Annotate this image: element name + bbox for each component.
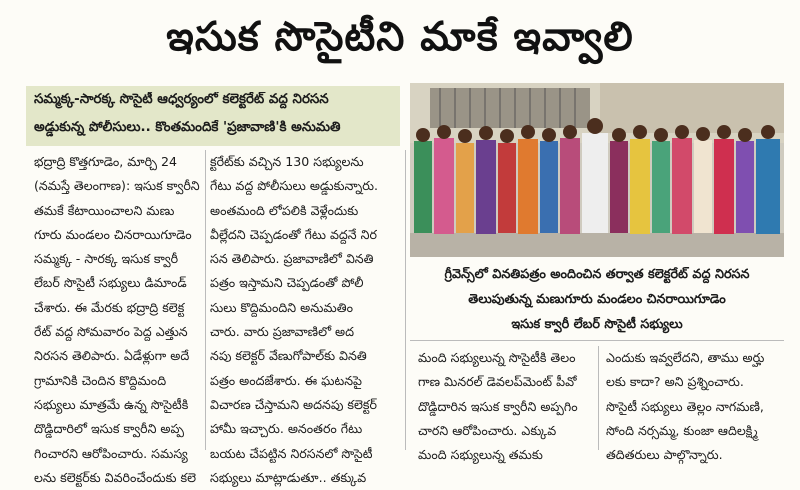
article-line: లను కలెక్టర్‌కు వివరించేందుకు కలె bbox=[34, 469, 197, 485]
article-line: దొడ్డిదారిలో ఇసుక క్వారీని అప్ప bbox=[34, 421, 185, 437]
article-column-4 bbox=[606, 346, 786, 467]
article-line: దొడ్డిదారిన ఇసుక క్వారీని అప్పగిం bbox=[418, 398, 578, 414]
article-line: మంది సభ్యులున్న తమకు bbox=[418, 447, 543, 463]
article-line: గూరు మండలం చినరాయిగూడెం bbox=[34, 226, 192, 242]
article-line: రేట్ వద్ద సోమవారం పెద్ద ఎత్తున bbox=[34, 324, 188, 340]
article-line: బయట చేపట్టిన నిరసనలో సొసైటీ bbox=[210, 445, 373, 461]
article-line: గేటు వద్ద పోలీసులు అడ్డుకున్నారు. bbox=[210, 178, 379, 194]
subheading-1: సమ్మక్క-సారక్క సొసైటీ ఆధ్వర్యంలో కలెక్టరేట్ వద్ద నిరసన bbox=[34, 92, 329, 107]
column-divider bbox=[405, 150, 406, 450]
caption-divider bbox=[410, 340, 784, 341]
article-line: ఎందుకు ఇవ్వలేదని, తాము అర్హు bbox=[606, 350, 765, 365]
article-column-2 bbox=[210, 150, 400, 490]
article-line: పత్రం ఇస్తామని చెప్పడంతో పోలీ bbox=[210, 275, 364, 291]
article-line: సమ్మక్క - సారక్క ఇసుక క్వారీ bbox=[34, 251, 179, 267]
news-photo bbox=[410, 83, 784, 257]
caption-line: గ్రీవెన్స్‌లో వినతిపత్రం అందించిన తర్వాత కలెక్టరేట్ వద్ద నిరసన bbox=[444, 267, 750, 282]
article-line: హామీ ఇచ్చారు. అనంతరం గేటు bbox=[210, 421, 363, 437]
article-line: భద్రాద్రి కొత్తగూడెం, మార్చి 24 bbox=[34, 154, 177, 169]
article-column-3 bbox=[418, 346, 590, 467]
column-divider bbox=[598, 346, 599, 450]
article-line: వీల్లేదని చెప్పడంతో గేటు వద్దనే నిర bbox=[210, 226, 377, 242]
article-line: గించారని ఆరోపించారు. సమస్య bbox=[34, 445, 188, 461]
article-line: అంతమంది లోపలికి వెళ్లేందుకు bbox=[210, 202, 359, 218]
article-line: విచారణ చేస్తామని అదనపు కలెక్టర్ bbox=[210, 396, 377, 412]
article-line: తమకే కేటాయించాలని మణు bbox=[34, 202, 175, 218]
article-line: గాణ మినరల్ డెవలప్‌మెంట్ పీవో bbox=[418, 374, 577, 390]
caption-line: తెలుపుతున్న మణుగూరు మండలం చినరాయిగూడెం bbox=[468, 292, 726, 307]
article-line: చేశారు. ఈ మేరకు భద్రాద్రి కలెక్ట bbox=[34, 299, 185, 315]
article-line: సభ్యులు మాత్రమే ఉన్న సొసైటీకి bbox=[34, 396, 189, 412]
article-line: సన తెలిపారు. ప్రజావాణిలో వినతి bbox=[210, 251, 374, 267]
article-line: సోంది నర్సమ్మ, కుంజా ఆదిలక్ష్మి bbox=[606, 422, 758, 438]
caption-line: ఇసుక క్వారీ లేబర్ సొసైటీ సభ్యులు bbox=[511, 317, 683, 332]
article-line: చారని ఆరోపించారు. ఎక్కువ bbox=[418, 422, 557, 438]
article-line: లకు కాదా? అని ప్రశ్నించారు. bbox=[606, 374, 744, 390]
article-column-1 bbox=[34, 150, 204, 490]
article-line: చారు. వారు ప్రజావాణిలో అద bbox=[210, 324, 355, 340]
article-line: సొసైటీ సభ్యులు తెల్లం నాగమణి, bbox=[606, 398, 764, 414]
column-divider bbox=[205, 150, 206, 450]
article-line: సభ్యులు మాట్లాడుతూ.. తక్కువ bbox=[210, 469, 367, 485]
article-line: నిరసన తెలిపారు. ఏడేళ్లుగా అదే bbox=[34, 348, 190, 364]
subheading-2: అడ్డుకున్న పోలీసులు.. కొంతమందికే 'ప్రజావాణి'కి అనుమతి bbox=[34, 120, 341, 135]
photo-caption bbox=[410, 262, 784, 337]
article-line: తదితరులు పాల్గొన్నారు. bbox=[606, 447, 723, 463]
article-line: మంది సభ్యులున్న సొసైటీకి తెలం bbox=[418, 350, 576, 365]
article-line: క్టరేట్‌కు వచ్చిన 130 సభ్యులను bbox=[210, 154, 364, 169]
article-line: పత్రం అందజేశారు. ఈ ఘటనపై bbox=[210, 372, 362, 388]
article-line: నపు కలెక్టర్ వేణుగోపాల్‌కు వినతి bbox=[210, 348, 367, 364]
article-line: గ్రామానికి చెందిన కొద్దిమంది bbox=[34, 372, 167, 388]
protest-group-photo bbox=[410, 83, 784, 257]
article-line: (నమస్తే తెలంగాణ): ఇసుక క్వారీని bbox=[34, 178, 200, 194]
article-line: లేబర్ సొసైటీ సభ్యులు డిమాండ్ bbox=[34, 275, 187, 291]
headline: ఇసుక సొసైటీని మాకే ఇవ్వాలి bbox=[166, 14, 634, 60]
article-line: సులు కొద్దిమందిని అనుమతిం bbox=[210, 299, 353, 315]
